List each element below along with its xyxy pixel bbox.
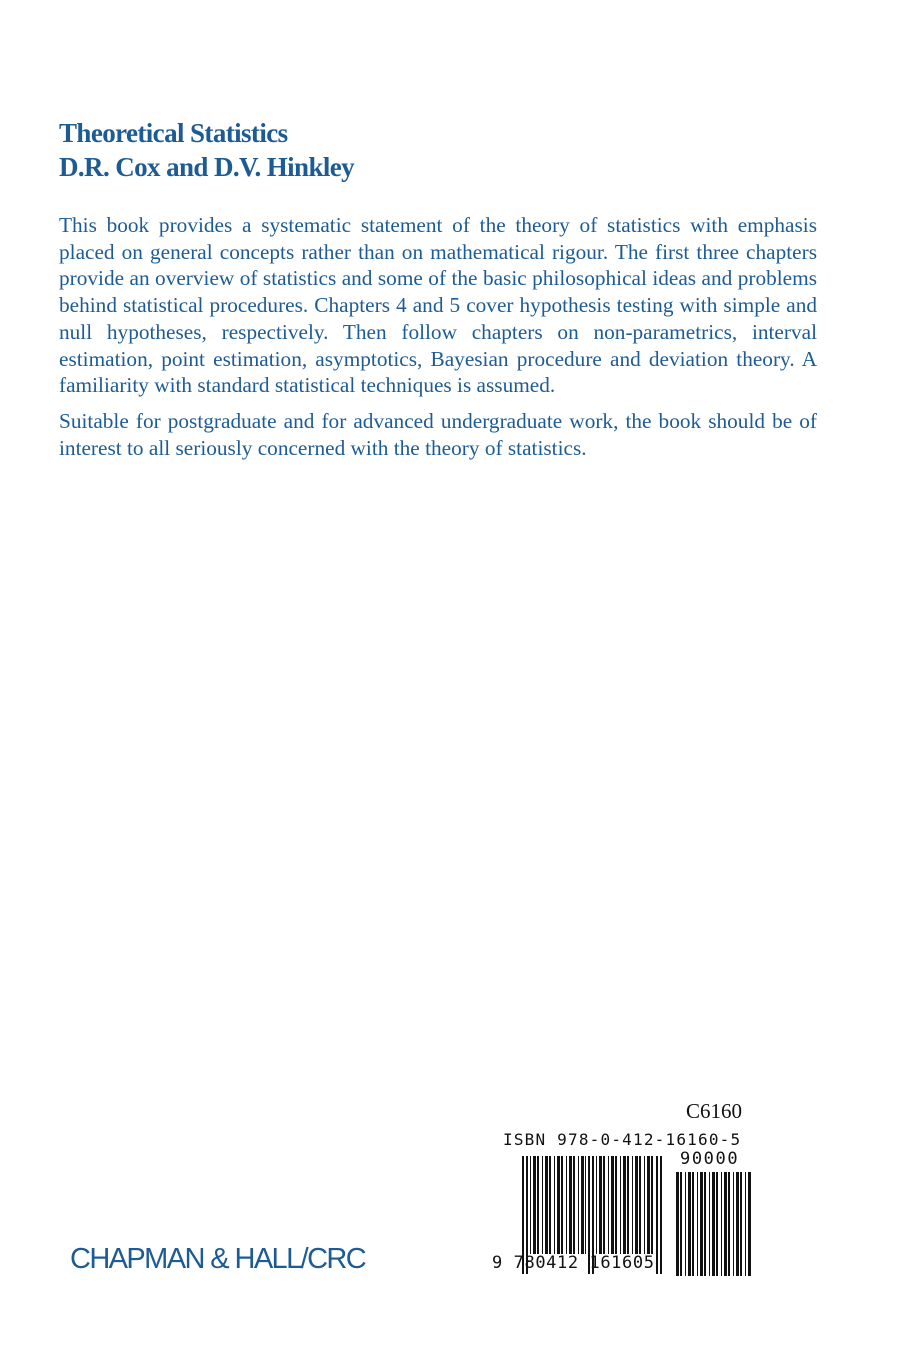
catalog-code: C6160: [686, 1099, 743, 1123]
barcode-bar: [611, 1156, 614, 1254]
barcode-bar: [733, 1172, 734, 1276]
title-block: [59, 116, 859, 184]
barcode-bar: [685, 1172, 686, 1276]
barcode-bar: [549, 1156, 551, 1254]
isbn-label: ISBN 978-0-412-16160-5: [503, 1130, 742, 1149]
barcode-bar: [704, 1172, 706, 1276]
barcode-bar: [566, 1156, 567, 1254]
barcode-bar: [585, 1156, 586, 1254]
barcode-bar: [647, 1156, 650, 1254]
barcode-bar: [608, 1156, 609, 1254]
barcode-bar: [680, 1172, 682, 1276]
barcode-bar: [639, 1156, 641, 1254]
book-authors: D.R. Cox and D.V. Hinkley: [59, 152, 355, 182]
blurb-paragraph-2: Suitable for postgraduate and for advanced undergraduate work, the book should be of interest to all seriously concerned with the theory of statistics.: [59, 408, 817, 460]
barcode-bar: [627, 1156, 629, 1254]
barcode-bar: [581, 1156, 584, 1254]
barcode-bar: [644, 1156, 645, 1254]
barcode-bar: [530, 1156, 531, 1254]
barcode-bar: [709, 1172, 710, 1276]
barcode-bar: [545, 1156, 548, 1254]
barcode-bar: [697, 1172, 698, 1276]
barcode-guard-bar: [660, 1156, 662, 1274]
barcode-bar: [542, 1156, 543, 1254]
barcode-bar: [561, 1156, 563, 1254]
barcode-bar: [740, 1172, 742, 1276]
barcode-bar: [620, 1156, 621, 1254]
barcode-digits: 9 780412 161605: [492, 1253, 655, 1273]
barcode-bar: [533, 1156, 536, 1254]
barcode-bar: [700, 1172, 703, 1276]
barcode-bar: [615, 1156, 617, 1254]
barcode-bar: [554, 1156, 555, 1254]
barcode-bar: [712, 1172, 715, 1276]
barcode-bar: [676, 1172, 679, 1276]
barcode-guard-bar: [656, 1156, 658, 1274]
barcode-bar: [603, 1156, 605, 1254]
barcode-bar: [537, 1156, 539, 1254]
barcode-bar: [745, 1172, 746, 1276]
barcode-bar: [736, 1172, 739, 1276]
barcode-bar: [632, 1156, 633, 1254]
book-title: Theoretical Statistics: [59, 118, 288, 148]
barcode-bar: [578, 1156, 579, 1254]
barcode-bar: [724, 1172, 727, 1276]
barcode-bar: [596, 1156, 597, 1254]
barcode-bar: [623, 1156, 626, 1254]
barcode-bar: [721, 1172, 722, 1276]
barcode-bar: [635, 1156, 638, 1254]
barcode-bar: [748, 1172, 751, 1276]
barcode-bar: [573, 1156, 575, 1254]
barcode-bar: [728, 1172, 730, 1276]
barcode-bar: [599, 1156, 602, 1254]
blurb-paragraph-1: This book provides a systematic statement of the theory of statistics with emphasis placed on general concepts rather than on mathematical rigour. The first three chapters provide an overview of statistics and some of the basic philosophical ideas and problems behind statistical procedures. Chapters 4 and 5 cover hypothesis testing with simple and null hypotheses, respectively. Then follow chapters on non-parametrics, interval estimation, point estimation, asymptotics, Bayesian procedure and deviation theory. A familiarity with standard statistical techniques is assumed.: [59, 213, 817, 398]
barcode-bar: [688, 1172, 691, 1276]
barcode-bar: [692, 1172, 694, 1276]
barcode-bar: [716, 1172, 718, 1276]
barcode-bar: [569, 1156, 572, 1254]
publisher-name: CHAPMAN & HALL/CRC: [70, 1243, 366, 1275]
barcode-bar: [651, 1156, 653, 1254]
barcode-bar: [557, 1156, 560, 1254]
barcode-addon-digits: 90000: [680, 1149, 740, 1169]
blurb: [59, 212, 817, 470]
